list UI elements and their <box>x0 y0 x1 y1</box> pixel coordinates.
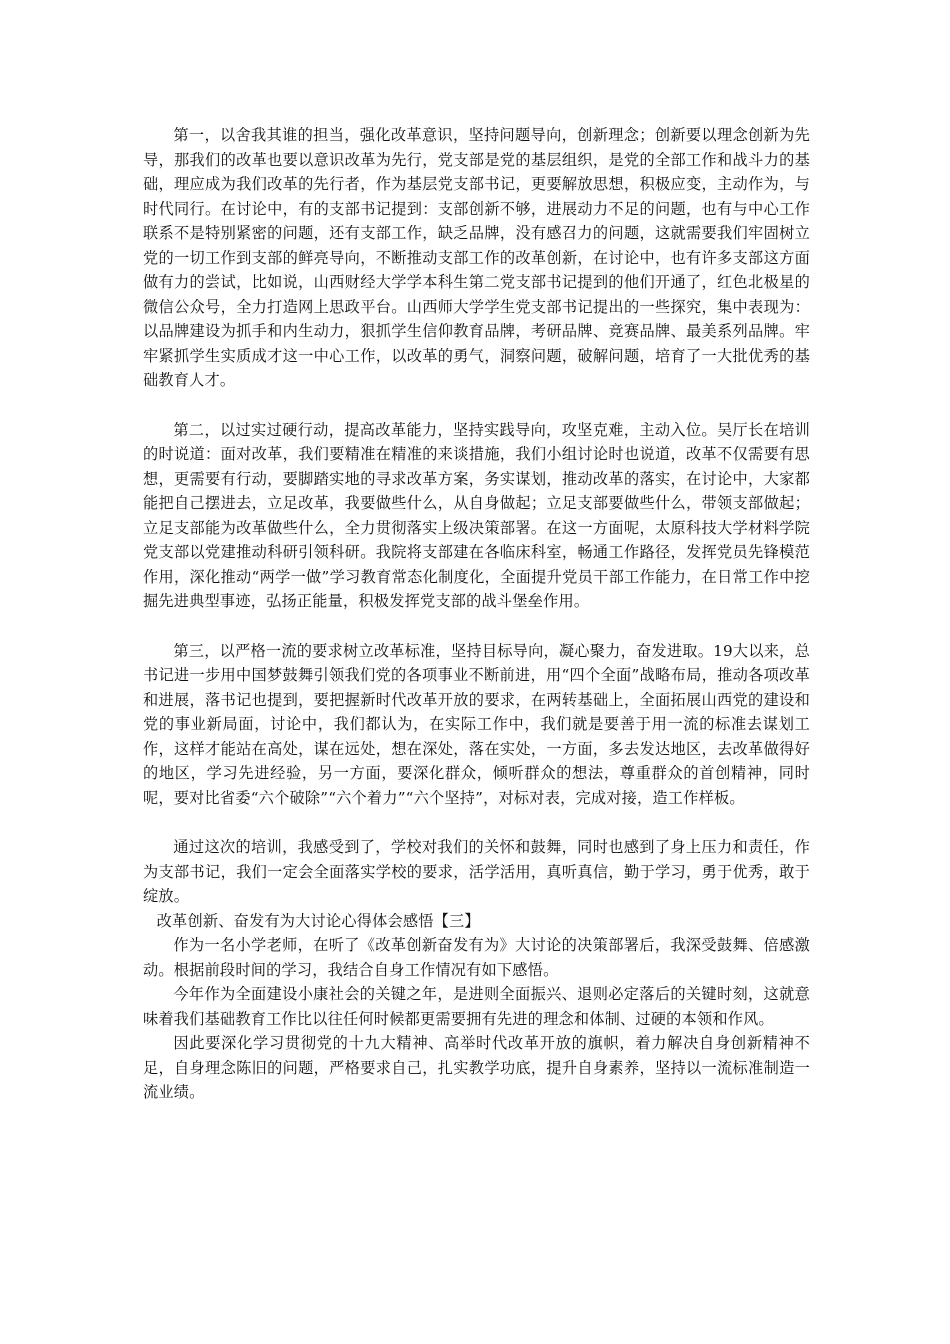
section-heading: 改革创新、奋发有为大讨论心得体会感悟【三】 <box>156 911 480 930</box>
paragraph-third: 第三，以严格一流的要求树立改革标准，坚持目标导向，凝心聚力，奋发进取。19大以来，总书记进一步用中国梦鼓舞引领我们党的各项事业不断前进，用“四个全面”战略布局，推动各项改革和进展，落书记也提到，要把握新时代改革开放的要求，在两转基础上，全面拓展山西党的建设和党的事业新局面，讨论中，我们都认为，在实际工作中，我们就是要善于用一流的标准去谋划工作，这样才能站在高处，谋在远处，想在深处，落在实处，一方面，多去发达地区，去改革做得好的地区，学习先进经验，另一方面，要深化群众，倾听群众的想法，尊重群众的首创精神，同时呢，要对比省委“六个破除”“六个着力”“六个坚持”，对标对表，完成对接，造工作样板。 <box>143 641 810 807</box>
paragraph-gap <box>143 810 810 835</box>
document-body <box>143 123 810 1105</box>
paragraph-gap <box>143 393 810 418</box>
paragraph-gap <box>143 614 810 639</box>
paragraph-intro: 作为一名小学老师，在听了《改革创新奋发有为》大讨论的决策部署后，我深受鼓舞、倍感激动。根据前段时间的学习，我结合自身工作情况有如下感悟。 <box>143 936 810 979</box>
paragraph-conclusion: 通过这次的培训，我感受到了，学校对我们的关怀和鼓舞，同时也感到了身上压力和责任，作为支部书记，我们一定会全面落实学校的要求，活学活用，真听真信，勤于学习，勇于优秀，敢于绽放。 <box>143 838 810 905</box>
paragraph-second: 第二，以过实过硬行动，提高改革能力，坚持实践导向，攻坚克难，主动入位。吴厅长在培训的时说道：面对改革，我们要精准在精准的来谈措施，我们小组讨论时也说道，改革不仅需要有思想，更需要有行动，要脚踏实地的寻求改革方案，务实谋划，推动改革的落实，在讨论中，大家都能把自己摆进去，立足改革，我要做些什么，从自身做起；立足支部要做些什么，带领支部做起；立足支部能为改革做些什么，全力贯彻落实上级决策部署。在这一方面呢，太原科技大学材料学院党支部以党建推动科研引领科研。我院将支部建在各临床科室，畅通工作路径，发挥党员先锋模范作用，深化推动“两学一做”学习教育常态化制度化，全面提升党员干部工作能力，在日常工作中挖掘先进典型事迹，弘扬正能量，积极发挥党支部的战斗堡垒作用。 <box>143 420 810 610</box>
paragraph-action: 因此要深化学习贯彻党的十九大精神、高举时代改革开放的旗帜，着力解决自身创新精神不足，自身理念陈旧的问题，严格要求自己，扎实教学功底，提升自身素养，坚持以一流标准制造一流业绩。 <box>143 1034 810 1101</box>
paragraph-context: 今年作为全面建设小康社会的关键之年，是进则全面振兴、退则必定落后的关键时刻，这就意味着我们基础教育工作比以往任何时候都更需要拥有先进的理念和体制、过硬的本领和作风。 <box>143 985 810 1028</box>
paragraph-first: 第一，以舍我其谁的担当，强化改革意识，坚持问题导向，创新理念；创新要以理念创新为先导，那我们的改革也要以意识改革为先行，党支部是党的基层组织，是党的全部工作和战斗力的基础，理应成为我们改革的先行者，作为基层党支部书记，更要解放思想，积极应变，主动作为，与时代同行。在讨论中，有的支部书记提到：支部创新不够，进展动力不足的问题，也有与中心工作联系不是特别紧密的问题，还有支部工作，缺乏品牌，没有感召力的问题，这就需要我们牢固树立党的一切工作到支部的鲜亮导向，不断推动支部工作的改革创新，在讨论中，也有许多支部这方面做有力的尝试，比如说，山西财经大学学本科生第二党支部书记提到的他们开通了，红色北极星的微信公众号，全力打造网上思政平台。山西师大学学生党支部书记提出的一些探究，集中表现为：以品牌建设为抓手和内生动力，狠抓学生信仰教育品牌，考研品牌、竞赛品牌、最美系列品牌。牢牢紧抓学生实质成才这一中心工作，以改革的勇气，洞察问题，破解问题，培育了一大批优秀的基础教育人才。 <box>143 126 810 389</box>
